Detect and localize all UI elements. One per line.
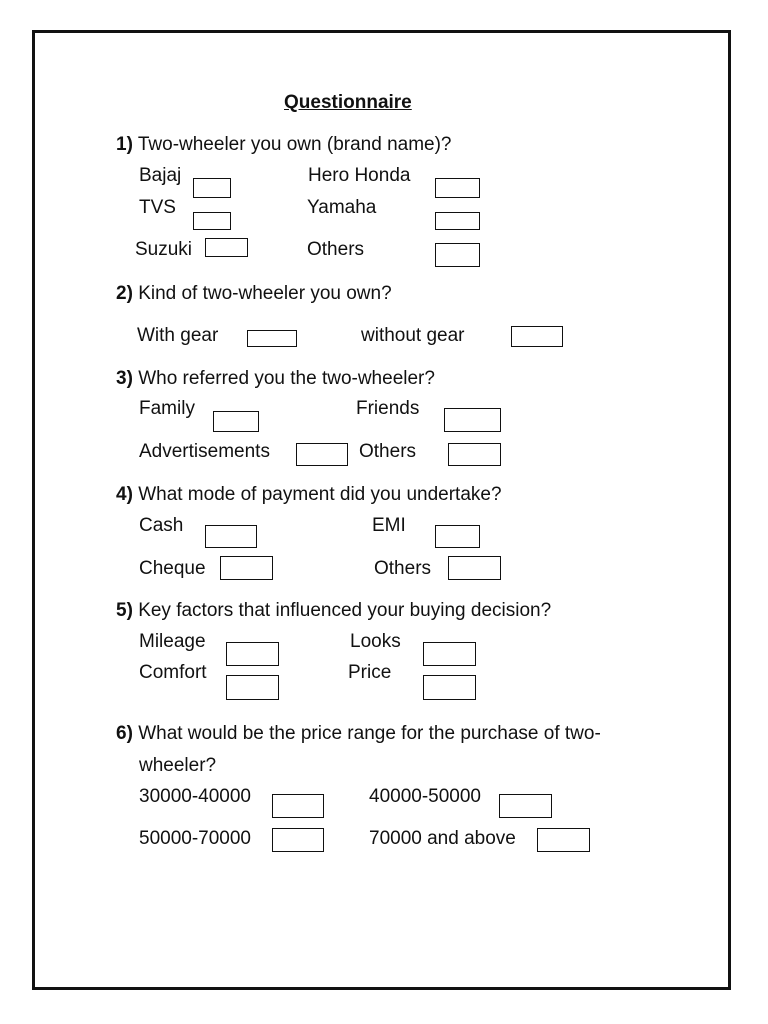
checkbox-with-gear[interactable] <box>247 330 297 347</box>
question-2-number: 2) <box>116 283 133 304</box>
question-2-text: Kind of two-wheeler you own? <box>138 283 392 304</box>
checkbox-cheque[interactable] <box>220 556 273 580</box>
checkbox-70000-and-above[interactable] <box>537 828 590 852</box>
checkbox-without-gear[interactable] <box>511 326 563 347</box>
option-label-cash: Cash <box>139 515 184 536</box>
option-label-50000-70000: 50000-70000 <box>139 828 251 849</box>
checkbox-40000-50000[interactable] <box>499 794 552 818</box>
checkbox-bajaj[interactable] <box>193 178 231 198</box>
option-label-comfort: Comfort <box>139 662 207 683</box>
question-5 <box>116 600 551 622</box>
question-4 <box>116 484 502 506</box>
checkbox-30000-40000[interactable] <box>272 794 324 818</box>
checkbox-friends[interactable] <box>444 408 501 432</box>
question-6-line-1 <box>116 723 601 745</box>
option-label-looks: Looks <box>350 631 401 652</box>
checkbox-emi[interactable] <box>435 525 480 548</box>
checkbox-others-q4[interactable] <box>448 556 501 580</box>
question-3-number: 3) <box>116 368 133 389</box>
option-label-others-q3: Others <box>359 441 417 462</box>
question-1-number: 1) <box>116 134 133 155</box>
option-label-others-q1: Others <box>307 239 365 260</box>
option-label-emi: EMI <box>372 515 406 536</box>
option-label-30000-40000: 30000-40000 <box>139 786 251 807</box>
option-label-mileage: Mileage <box>139 631 206 652</box>
option-label-friends: Friends <box>356 398 420 419</box>
question-2 <box>116 283 392 305</box>
checkbox-price[interactable] <box>423 675 476 700</box>
question-4-text: What mode of payment did you undertake? <box>138 484 502 505</box>
option-label-tvs: TVS <box>139 197 176 218</box>
option-label-hero-honda: Hero Honda <box>308 165 411 186</box>
checkbox-others-q3[interactable] <box>448 443 501 466</box>
checkbox-comfort[interactable] <box>226 675 279 700</box>
option-label-yamaha: Yamaha <box>307 197 377 218</box>
option-label-price: Price <box>348 662 392 683</box>
checkbox-others-q1[interactable] <box>435 243 480 267</box>
option-label-advertisements: Advertisements <box>139 441 270 462</box>
checkbox-yamaha[interactable] <box>435 212 480 230</box>
question-5-text: Key factors that influenced your buying decision? <box>138 600 552 621</box>
checkbox-suzuki[interactable] <box>205 238 248 257</box>
question-3 <box>116 368 435 390</box>
option-label-40000-50000: 40000-50000 <box>369 786 481 807</box>
option-label-cheque: Cheque <box>139 558 206 579</box>
option-label-suzuki: Suzuki <box>135 239 193 260</box>
checkbox-advertisements[interactable] <box>296 443 348 466</box>
option-label-family: Family <box>139 398 195 419</box>
option-label-with-gear: With gear <box>137 325 219 346</box>
checkbox-hero-honda[interactable] <box>435 178 480 198</box>
question-5-number: 5) <box>116 600 133 621</box>
question-3-text: Who referred you the two-wheeler? <box>138 368 435 389</box>
question-1 <box>116 134 452 156</box>
question-6-text: What would be the price range for the purchase of two- <box>138 723 601 744</box>
option-label-bajaj: Bajaj <box>139 165 182 186</box>
checkbox-tvs[interactable] <box>193 212 231 230</box>
question-6-number: 6) <box>116 723 133 744</box>
page-title: Questionnaire <box>284 92 412 113</box>
question-6-line-2: wheeler? <box>139 755 217 776</box>
option-label-without-gear: without gear <box>361 325 465 346</box>
question-4-number: 4) <box>116 484 133 505</box>
checkbox-mileage[interactable] <box>226 642 279 666</box>
checkbox-cash[interactable] <box>205 525 257 548</box>
option-label-others-q4: Others <box>374 558 432 579</box>
question-1-text: Two-wheeler you own (brand name)? <box>137 134 452 155</box>
checkbox-looks[interactable] <box>423 642 476 666</box>
option-label-70000-and-above: 70000 and above <box>369 828 516 849</box>
checkbox-family[interactable] <box>213 411 259 432</box>
checkbox-50000-70000[interactable] <box>272 828 324 852</box>
